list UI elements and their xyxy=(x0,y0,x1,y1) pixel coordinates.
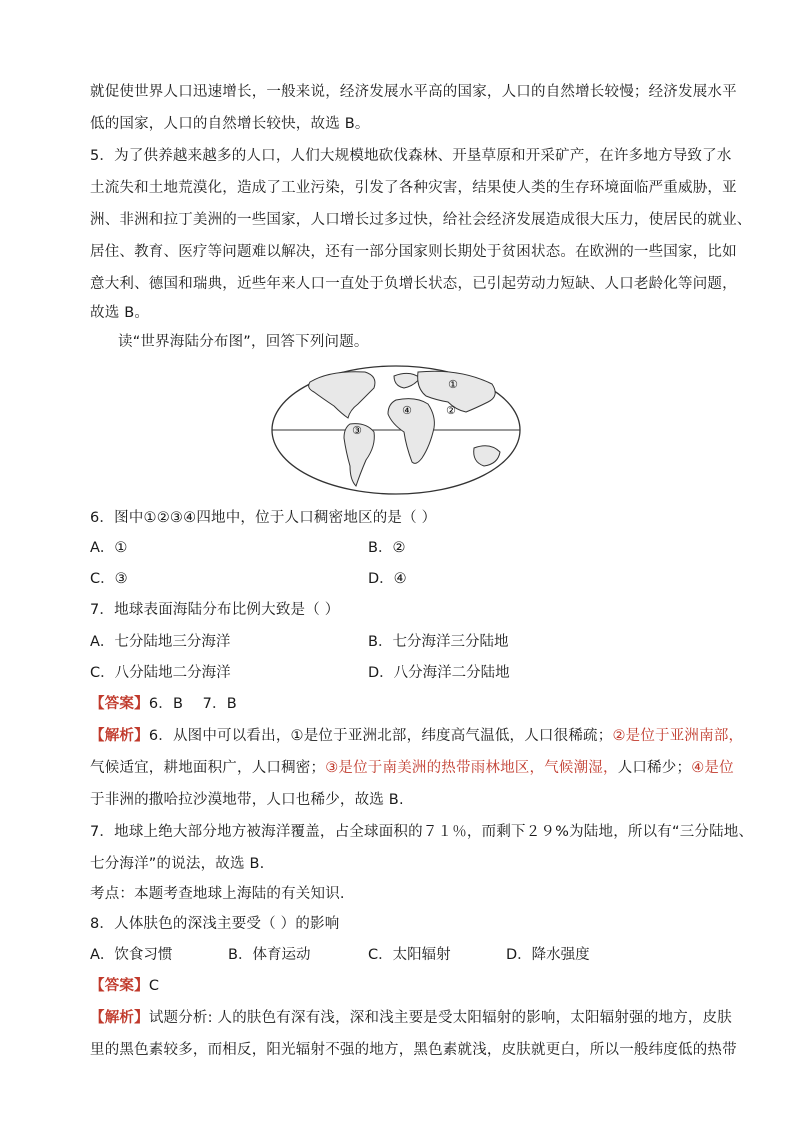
paragraph-line: 土流失和土地荒漠化，造成了工业污染，引发了各种灾害，结果使人类的生存环境面临严重威胁，亚 xyxy=(90,180,737,196)
answer-6-7 xyxy=(90,694,237,714)
analysis-text: 6．从图中可以看出，①是位于亚洲北部，纬度高气温低，人口很稀疏； xyxy=(148,728,613,744)
analysis-highlight: ③是位于南美洲的热带雨林地区，气候潮湿， xyxy=(325,760,618,776)
paragraph-line: 洲、非洲和拉丁美洲的一些国家，人口增长过多过快，给社会经济发展造成很大压力，使居民的就业、 xyxy=(90,212,752,228)
analysis-6-line-1 xyxy=(90,726,743,746)
analysis-highlight: ②是位于亚洲南部， xyxy=(612,728,744,744)
map-label-4: ④ xyxy=(402,404,412,417)
q6-option-c[interactable]: C．③ xyxy=(90,571,128,587)
analysis-text: 气候适宜，耕地面积广，人口稠密； xyxy=(90,760,326,776)
analysis-8-line-1 xyxy=(90,1008,732,1028)
paragraph-line: 就促使世界人口迅速增长，一般来说，经济发展水平高的国家，人口的自然增长较慢；经济发展水平 xyxy=(90,84,737,100)
paragraph-line: 故选 B。 xyxy=(90,305,150,321)
q7-option-c[interactable]: C．八分陆地二分海洋 xyxy=(90,665,231,681)
paragraph-line: 低的国家，人口的自然增长较快，故选 B。 xyxy=(90,116,370,132)
q8-option-c[interactable]: C．太阳辐射 xyxy=(368,947,451,963)
analysis-6-line-2 xyxy=(90,758,734,778)
paragraph-line: 居住、教育、医疗等问题难以解决，还有一部分国家则长期处于贫困状态。在欧洲的一些国家，比如 xyxy=(90,244,737,260)
analysis-tag: 【解析】 xyxy=(90,728,149,744)
q7-option-a[interactable]: A．七分陆地三分海洋 xyxy=(90,634,231,650)
answer-tag: 【答案】 xyxy=(90,978,149,994)
map-label-3: ③ xyxy=(352,424,362,437)
analysis-text: 人口稀少； xyxy=(617,760,692,776)
q6-option-a[interactable]: A．① xyxy=(90,540,128,556)
q8-option-d[interactable]: D．降水强度 xyxy=(506,947,590,963)
q6-option-d[interactable]: D．④ xyxy=(368,571,407,587)
q6-option-b[interactable]: B．② xyxy=(368,540,406,556)
answer-text: 6．B 7．B xyxy=(148,696,237,712)
answer-text: C xyxy=(148,978,160,994)
analysis-7-line-1: 7．地球上绝大部分地方被海洋覆盖，占全球面积的７１％，而剩下２９%为陆地，所以有“三分陆地、 xyxy=(90,824,754,840)
paragraph-line: 5．为了供养越来越多的人口，人们大规模地砍伐森林、开垦草原和开采矿产，在许多地方导致了水 xyxy=(90,148,732,164)
q8-option-b[interactable]: B．体育运动 xyxy=(228,947,311,963)
paragraph-line: 意大利、德国和瑞典，近些年来人口一直处于负增长状态，已引起劳动力短缺、人口老龄化等问题， xyxy=(90,276,737,292)
answer-8 xyxy=(90,976,159,996)
knowledge-point: 考点：本题考查地球上海陆的有关知识. xyxy=(90,886,345,902)
map-label-1: ① xyxy=(448,378,458,391)
question-intro: 读“世界海陆分布图”，回答下列问题。 xyxy=(118,334,369,350)
question-8-stem: 8．人体肤色的深浅主要受（ ）的影响 xyxy=(90,916,340,932)
q8-option-a[interactable]: A．饮食习惯 xyxy=(90,947,173,963)
question-7-stem: 7．地球表面海陆分布比例大致是（ ） xyxy=(90,602,340,618)
analysis-8-line-2: 里的黑色素较多，而相反，阳光辐射不强的地方，黑色素就浅，皮肤就更白，所以一般纬度低的热带 xyxy=(90,1042,737,1058)
question-6-stem: 6．图中①②③④四地中，位于人口稠密地区的是（ ） xyxy=(90,510,437,526)
analysis-tag: 【解析】 xyxy=(90,1010,149,1026)
analysis-6-line-3: 于非洲的撒哈拉沙漠地带，人口也稀少，故选 B. xyxy=(90,792,404,808)
analysis-text: 试题分析: 人的肤色有深有浅，深和浅主要是受太阳辐射的影响，太阳辐射强的地方，皮肤 xyxy=(148,1010,733,1026)
world-map-figure xyxy=(270,362,522,498)
analysis-highlight: ④是位 xyxy=(691,760,734,776)
q7-option-b[interactable]: B．七分海洋三分陆地 xyxy=(368,634,509,650)
map-label-2: ② xyxy=(446,404,456,417)
answer-tag: 【答案】 xyxy=(90,696,149,712)
q7-option-d[interactable]: D．八分海洋二分陆地 xyxy=(368,665,510,681)
analysis-7-line-2: 七分海洋”的说法，故选 B. xyxy=(90,856,265,872)
